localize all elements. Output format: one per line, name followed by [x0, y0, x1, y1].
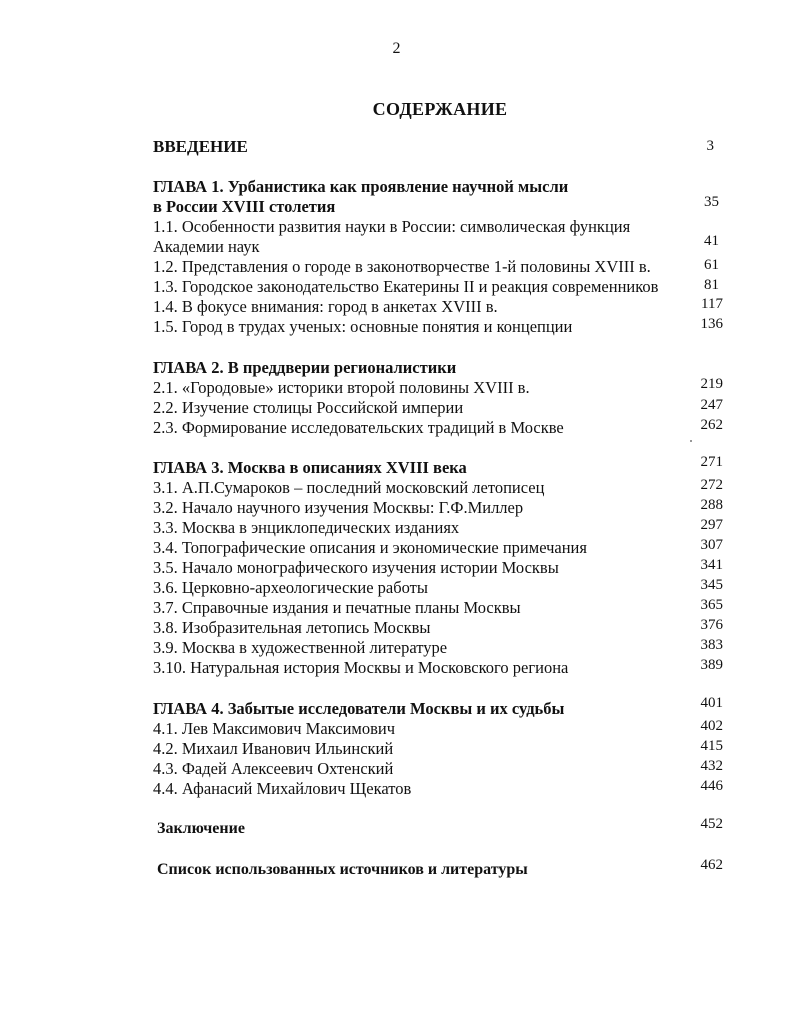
toc-item-4-1-page: 402	[700, 718, 723, 734]
toc-item-3-2-page: 288	[700, 497, 723, 513]
toc-item-3-2: 3.2. Начало научного изучения Москвы: Г.Ф.Миллер	[153, 498, 524, 517]
toc-item-3-6: 3.6. Церковно-археологические работы	[153, 578, 428, 597]
toc-item-1-3-page: 81	[704, 277, 719, 293]
toc-item-2-2: 2.2. Изучение столицы Российской империи	[153, 398, 464, 417]
toc-item-3-9: 3.9. Москва в художественной литературе	[153, 638, 448, 657]
toc-item-3-10-page: 389	[700, 657, 723, 673]
chapter-2-heading: ГЛАВА 2. В преддверии регионалистики	[153, 358, 457, 377]
toc-item-1-5: 1.5. Город в трудах ученых: основные понятия и концепции	[153, 317, 573, 336]
chapter-3-heading: ГЛАВА 3. Москва в описаниях XVIII века	[153, 458, 467, 477]
toc-item-3-6-page: 345	[700, 577, 723, 593]
toc-item-3-5-page: 341	[700, 557, 723, 573]
toc-item-3-10: 3.10. Натуральная история Москвы и Московского региона	[153, 658, 569, 677]
toc-item-4-1: 4.1. Лев Максимович Максимович	[153, 719, 396, 738]
toc-item-3-7-page: 365	[700, 597, 723, 613]
chapter-3-page: 271	[700, 454, 723, 470]
toc-item-1-3: 1.3. Городское законодательство Екатерины II и реакция современников	[153, 277, 659, 296]
toc-item-3-4-page: 307	[700, 537, 723, 553]
toc-item-3-3-page: 297	[700, 517, 723, 533]
chapter-4-heading: ГЛАВА 4. Забытые исследователи Москвы и их судьбы	[153, 699, 565, 718]
toc-item-3-7: 3.7. Справочные издания и печатные планы Москвы	[153, 598, 521, 617]
chapter-1-page: 35	[704, 194, 719, 210]
toc-item-2-1: 2.1. «Городовые» историки второй половины XVIII в.	[153, 378, 530, 397]
toc-item-2-1-page: 219	[700, 376, 723, 392]
toc-item-3-8-page: 376	[700, 617, 723, 633]
toc-item-4-4: 4.4. Афанасий Михайлович Щекатов	[153, 779, 412, 798]
chapter-4-page: 401	[700, 695, 723, 711]
toc-intro-label: ВВЕДЕНИЕ	[153, 137, 248, 156]
toc-references-label: Список использованных источников и литературы	[157, 861, 528, 878]
toc-item-4-3-page: 432	[700, 758, 723, 774]
toc-item-4-2: 4.2. Михаил Иванович Ильинский	[153, 739, 394, 758]
toc-item-2-3: 2.3. Формирование исследовательских традиций в Москве	[153, 418, 564, 437]
toc-item-4-2-page: 415	[700, 738, 723, 754]
chapter-1-heading-line-2: в России XVIII столетия	[153, 197, 336, 216]
page-title: СОДЕРЖАНИЕ	[372, 99, 508, 119]
toc-item-3-9-page: 383	[700, 637, 723, 653]
toc-item-4-3: 4.3. Фадей Алексеевич Охтенский	[153, 759, 394, 778]
toc-item-3-8: 3.8. Изобразительная летопись Москвы	[153, 618, 431, 637]
toc-item-4-4-page: 446	[700, 778, 723, 794]
toc-conclusion-page: 452	[700, 816, 723, 832]
toc-item-1-2-page: 61	[704, 257, 719, 273]
toc-item-2-3-page: 262	[700, 417, 723, 433]
toc-references-page: 462	[700, 857, 723, 873]
toc-item-1-2: 1.2. Представления о городе в законотворчестве 1-й половины XVIII в.	[153, 257, 651, 276]
toc-item-1-4-page: 117	[701, 296, 723, 312]
toc-item-1-1-line-1: 1.1. Особенности развития науки в России: символическая функция	[153, 217, 631, 236]
toc-item-2-2-page: 247	[700, 397, 723, 413]
toc-conclusion-label: Заключение	[157, 820, 245, 837]
toc-item-3-1-page: 272	[700, 477, 723, 493]
chapter-1-heading-line-1: ГЛАВА 1. Урбанистика как проявление научной мысли	[153, 177, 569, 196]
toc-item-1-5-page: 136	[700, 316, 723, 332]
toc-intro-page: 3	[706, 138, 714, 154]
toc-item-3-1: 3.1. А.П.Сумароков – последний московский летописец	[153, 478, 545, 497]
toc-item-1-1-line-2: Академии наук	[153, 237, 260, 256]
scan-speck	[690, 440, 692, 442]
toc-item-3-4: 3.4. Топографические описания и экономические примечания	[153, 538, 587, 557]
toc-item-1-4: 1.4. В фокусе внимания: город в анкетах XVIII в.	[153, 297, 498, 316]
toc-item-3-5: 3.5. Начало монографического изучения истории Москвы	[153, 558, 559, 577]
toc-item-1-1-page: 41	[704, 233, 719, 249]
toc-item-3-3: 3.3. Москва в энциклопедических изданиях	[153, 518, 460, 537]
page-number: 2	[392, 40, 401, 57]
